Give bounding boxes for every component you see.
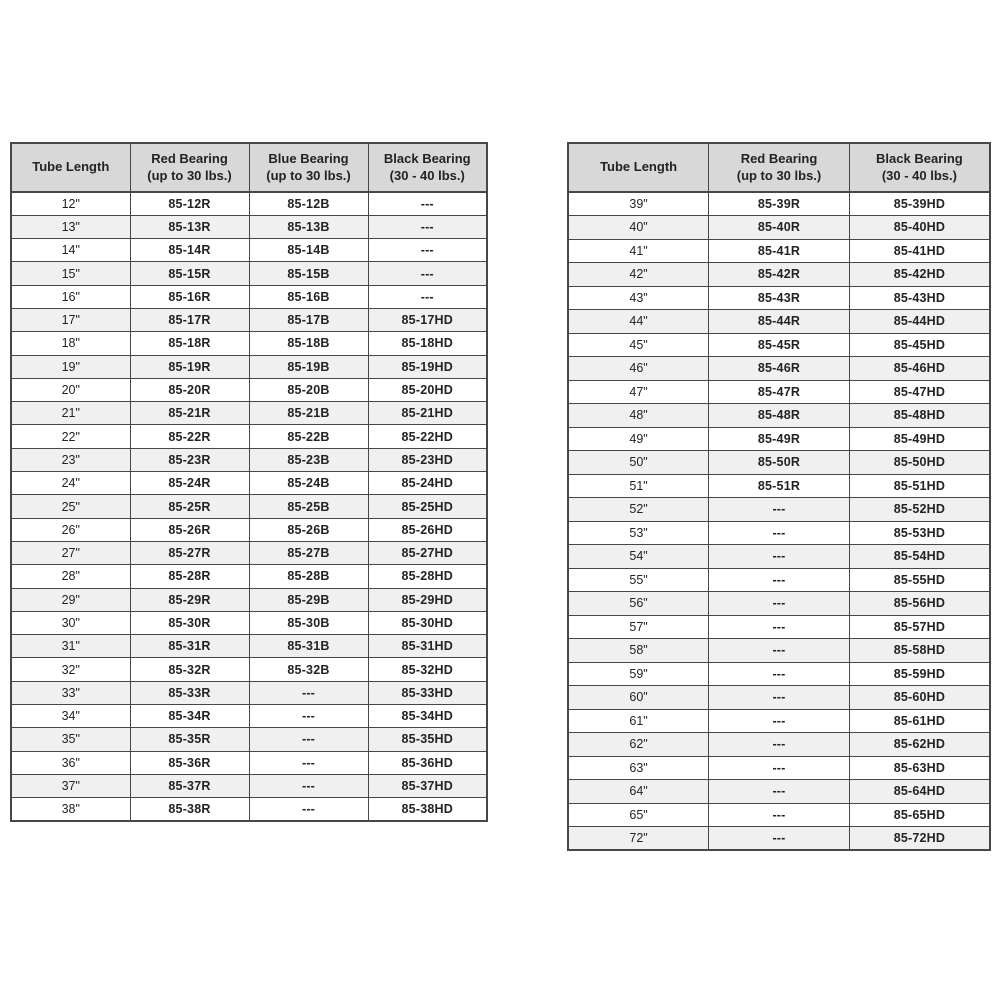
table-row [11,308,487,331]
table-row [568,192,990,216]
part-number-cell: 85-19B [249,355,368,378]
part-number-cell: 85-54HD [849,545,990,569]
part-number-cell: 85-29R [130,588,249,611]
tube-length-cell: 72" [568,827,709,851]
part-number-cell: 85-26R [130,518,249,541]
column-header: Black Bearing (30 - 40 lbs.) [849,143,990,192]
table-row [568,756,990,780]
part-number-cell: 85-52HD [849,498,990,522]
table-row [568,545,990,569]
part-number-cell: 85-32HD [368,658,487,681]
part-number-cell: 85-27HD [368,541,487,564]
part-number-cell: 85-20R [130,378,249,401]
part-number-cell: 85-35R [130,728,249,751]
part-number-cell: 85-20B [249,378,368,401]
part-number-cell: 85-51HD [849,474,990,498]
part-number-cell: --- [249,728,368,751]
table-row [568,733,990,757]
tube-length-cell: 25" [11,495,130,518]
part-number-cell: 85-24B [249,472,368,495]
tube-length-cell: 26" [11,518,130,541]
part-number-cell: --- [709,709,850,733]
part-number-cell: --- [709,498,850,522]
part-number-cell: 85-23HD [368,448,487,471]
column-header: Tube Length [11,143,130,192]
part-number-cell: 85-28R [130,565,249,588]
bearing-table-12-38 [10,142,488,822]
table-row [11,541,487,564]
part-number-cell: 85-56HD [849,592,990,616]
part-number-cell: 85-24R [130,472,249,495]
part-number-cell: --- [709,545,850,569]
part-number-cell: --- [249,705,368,728]
tube-length-cell: 31" [11,635,130,658]
part-number-cell: 85-50HD [849,451,990,475]
tube-length-cell: 47" [568,380,709,404]
part-number-cell: 85-60HD [849,686,990,710]
column-header: Blue Bearing (up to 30 lbs.) [249,143,368,192]
part-number-cell: 85-64HD [849,780,990,804]
part-number-cell: --- [709,662,850,686]
table-row [568,639,990,663]
part-number-cell: 85-53HD [849,521,990,545]
table-row [11,239,487,262]
tube-length-cell: 61" [568,709,709,733]
tube-length-cell: 32" [11,658,130,681]
part-number-cell: --- [709,803,850,827]
tube-length-cell: 64" [568,780,709,804]
part-number-cell: 85-57HD [849,615,990,639]
part-number-cell: 85-41R [709,239,850,263]
tube-length-cell: 51" [568,474,709,498]
part-number-cell: 85-17B [249,308,368,331]
part-number-cell: --- [709,733,850,757]
bearing-table-39-72 [567,142,991,851]
tube-length-cell: 48" [568,404,709,428]
part-number-cell: 85-58HD [849,639,990,663]
table-row [568,615,990,639]
part-number-cell: 85-16B [249,285,368,308]
part-number-cell: 85-16R [130,285,249,308]
column-header: Black Bearing (30 - 40 lbs.) [368,143,487,192]
part-number-cell: 85-31R [130,635,249,658]
tube-length-cell: 13" [11,215,130,238]
part-number-cell: 85-37HD [368,774,487,797]
part-number-cell: 85-33HD [368,681,487,704]
table-row [11,798,487,821]
part-number-cell: 85-27B [249,541,368,564]
part-number-cell: 85-45HD [849,333,990,357]
parts-table-right [567,142,991,851]
part-number-cell: 85-24HD [368,472,487,495]
tube-length-cell: 21" [11,402,130,425]
table-row [568,592,990,616]
part-number-cell: 85-42HD [849,263,990,287]
part-number-cell: --- [368,285,487,308]
table-row [11,425,487,448]
part-number-cell: 85-15B [249,262,368,285]
part-number-cell: 85-63HD [849,756,990,780]
table-row [568,686,990,710]
table-row [568,333,990,357]
tube-length-cell: 12" [11,192,130,215]
part-number-cell: 85-14B [249,239,368,262]
tube-length-cell: 16" [11,285,130,308]
part-number-cell: 85-20HD [368,378,487,401]
tube-length-cell: 18" [11,332,130,355]
tube-length-cell: 28" [11,565,130,588]
tube-length-cell: 33" [11,681,130,704]
table-row [568,239,990,263]
part-number-cell: 85-31B [249,635,368,658]
part-number-cell: --- [709,568,850,592]
table-row [568,427,990,451]
table-row [11,355,487,378]
part-number-cell: 85-55HD [849,568,990,592]
table-row [568,286,990,310]
part-number-cell: --- [249,798,368,821]
part-number-cell: 85-49HD [849,427,990,451]
table-row [11,728,487,751]
table-row [11,402,487,425]
part-number-cell: --- [709,686,850,710]
part-number-cell: 85-19HD [368,355,487,378]
table-row [11,565,487,588]
part-number-cell: 85-27R [130,541,249,564]
part-number-cell: 85-25HD [368,495,487,518]
table-row [568,263,990,287]
table-row [11,332,487,355]
part-number-cell: --- [368,215,487,238]
tube-length-cell: 52" [568,498,709,522]
part-number-cell: 85-19R [130,355,249,378]
part-number-cell: 85-29HD [368,588,487,611]
part-number-cell: 85-44HD [849,310,990,334]
tube-length-cell: 62" [568,733,709,757]
tube-length-cell: 54" [568,545,709,569]
part-number-cell: 85-65HD [849,803,990,827]
part-number-cell: 85-50R [709,451,850,475]
header-row [568,143,990,192]
part-number-cell: 85-46R [709,357,850,381]
part-number-cell: --- [249,751,368,774]
table-row [11,751,487,774]
part-number-cell: 85-12R [130,192,249,215]
part-number-cell: 85-51R [709,474,850,498]
part-number-cell: 85-13R [130,215,249,238]
part-number-cell: 85-41HD [849,239,990,263]
table-row [568,780,990,804]
tube-length-cell: 50" [568,451,709,475]
part-number-cell: --- [709,639,850,663]
column-header: Red Bearing (up to 30 lbs.) [709,143,850,192]
part-number-cell: 85-15R [130,262,249,285]
part-number-cell: 85-32R [130,658,249,681]
tube-length-cell: 34" [11,705,130,728]
tube-length-cell: 45" [568,333,709,357]
part-number-cell: 85-49R [709,427,850,451]
tube-length-cell: 46" [568,357,709,381]
table-row [11,378,487,401]
part-number-cell: 85-21R [130,402,249,425]
part-number-cell: --- [709,780,850,804]
part-number-cell: 85-25B [249,495,368,518]
part-number-cell: --- [368,262,487,285]
table-row [568,474,990,498]
table-row [11,192,487,215]
part-number-cell: 85-36R [130,751,249,774]
tube-length-cell: 22" [11,425,130,448]
part-number-cell: 85-40R [709,216,850,240]
table-row [11,495,487,518]
part-number-cell: 85-33R [130,681,249,704]
tube-length-cell: 17" [11,308,130,331]
tube-length-cell: 35" [11,728,130,751]
column-header: Red Bearing (up to 30 lbs.) [130,143,249,192]
tube-length-cell: 29" [11,588,130,611]
table-row [11,448,487,471]
part-number-cell: 85-43R [709,286,850,310]
part-number-cell: 85-38HD [368,798,487,821]
part-number-cell: --- [709,592,850,616]
tube-length-cell: 60" [568,686,709,710]
part-number-cell: 85-61HD [849,709,990,733]
tube-length-cell: 20" [11,378,130,401]
table-row [11,658,487,681]
part-number-cell: 85-12B [249,192,368,215]
tube-length-cell: 36" [11,751,130,774]
tube-length-cell: 23" [11,448,130,471]
part-number-cell: 85-32B [249,658,368,681]
part-number-cell: 85-48R [709,404,850,428]
tube-length-cell: 27" [11,541,130,564]
table-row [11,262,487,285]
part-number-cell: 85-23R [130,448,249,471]
tube-length-cell: 53" [568,521,709,545]
part-number-cell: 85-62HD [849,733,990,757]
table-row [568,451,990,475]
part-number-cell: 85-48HD [849,404,990,428]
tube-length-cell: 40" [568,216,709,240]
table-row [11,215,487,238]
part-number-cell: --- [709,827,850,851]
part-number-cell: 85-47HD [849,380,990,404]
part-number-cell: 85-21B [249,402,368,425]
table-row [11,518,487,541]
part-number-cell: --- [368,239,487,262]
part-number-cell: 85-30R [130,611,249,634]
part-number-cell: 85-38R [130,798,249,821]
part-number-cell: 85-40HD [849,216,990,240]
part-number-cell: 85-18B [249,332,368,355]
part-number-cell: 85-45R [709,333,850,357]
table-row [568,827,990,851]
tube-length-cell: 15" [11,262,130,285]
table-row [568,404,990,428]
part-number-cell: --- [709,521,850,545]
tube-length-cell: 56" [568,592,709,616]
part-number-cell: 85-21HD [368,402,487,425]
table-row [568,709,990,733]
part-number-cell: 85-36HD [368,751,487,774]
part-number-cell: 85-22R [130,425,249,448]
part-number-cell: 85-29B [249,588,368,611]
part-number-cell: 85-39HD [849,192,990,216]
table-row [568,310,990,334]
part-number-cell: 85-22B [249,425,368,448]
part-number-cell: 85-28B [249,565,368,588]
tube-length-cell: 37" [11,774,130,797]
part-number-cell: 85-30B [249,611,368,634]
part-number-cell: --- [249,681,368,704]
table-body [11,192,487,821]
part-number-cell: 85-31HD [368,635,487,658]
part-number-cell: 85-30HD [368,611,487,634]
tube-length-cell: 42" [568,263,709,287]
tube-length-cell: 43" [568,286,709,310]
part-number-cell: 85-42R [709,263,850,287]
table-row [11,472,487,495]
table-row [568,498,990,522]
tube-length-cell: 49" [568,427,709,451]
table-row [11,635,487,658]
table-row [568,568,990,592]
tube-length-cell: 59" [568,662,709,686]
part-number-cell: 85-34R [130,705,249,728]
part-number-cell: 85-13B [249,215,368,238]
part-number-cell: 85-22HD [368,425,487,448]
part-number-cell: 85-17R [130,308,249,331]
tube-length-cell: 55" [568,568,709,592]
table-row [11,588,487,611]
table-row [568,357,990,381]
tube-length-cell: 65" [568,803,709,827]
table-header [11,143,487,192]
table-row [568,216,990,240]
tube-length-cell: 58" [568,639,709,663]
header-row [11,143,487,192]
part-number-cell: --- [709,756,850,780]
part-number-cell: 85-35HD [368,728,487,751]
table-header [568,143,990,192]
tube-length-cell: 38" [11,798,130,821]
tube-length-cell: 14" [11,239,130,262]
parts-table-left [10,142,488,822]
table-row [11,681,487,704]
column-header: Tube Length [568,143,709,192]
part-number-cell: 85-47R [709,380,850,404]
part-number-cell: 85-25R [130,495,249,518]
part-number-cell: 85-72HD [849,827,990,851]
part-number-cell: 85-43HD [849,286,990,310]
part-number-cell: --- [709,615,850,639]
part-number-cell: 85-18R [130,332,249,355]
part-number-cell: 85-26HD [368,518,487,541]
table-body [568,192,990,850]
part-number-cell: 85-34HD [368,705,487,728]
table-row [568,803,990,827]
part-number-cell: 85-59HD [849,662,990,686]
table-row [11,705,487,728]
part-number-cell: 85-18HD [368,332,487,355]
table-row [11,774,487,797]
table-row [11,611,487,634]
part-number-cell: 85-26B [249,518,368,541]
part-number-cell: --- [368,192,487,215]
table-row [568,521,990,545]
part-number-cell: 85-23B [249,448,368,471]
tube-length-cell: 30" [11,611,130,634]
tube-length-cell: 24" [11,472,130,495]
part-number-cell: 85-28HD [368,565,487,588]
part-number-cell: 85-46HD [849,357,990,381]
part-number-cell: 85-17HD [368,308,487,331]
table-row [11,285,487,308]
part-number-cell: --- [249,774,368,797]
part-number-cell: 85-14R [130,239,249,262]
tube-length-cell: 63" [568,756,709,780]
part-number-cell: 85-37R [130,774,249,797]
table-row [568,662,990,686]
tube-length-cell: 57" [568,615,709,639]
tube-length-cell: 44" [568,310,709,334]
part-number-cell: 85-44R [709,310,850,334]
tube-length-cell: 19" [11,355,130,378]
tube-length-cell: 39" [568,192,709,216]
table-row [568,380,990,404]
tube-length-cell: 41" [568,239,709,263]
part-number-cell: 85-39R [709,192,850,216]
